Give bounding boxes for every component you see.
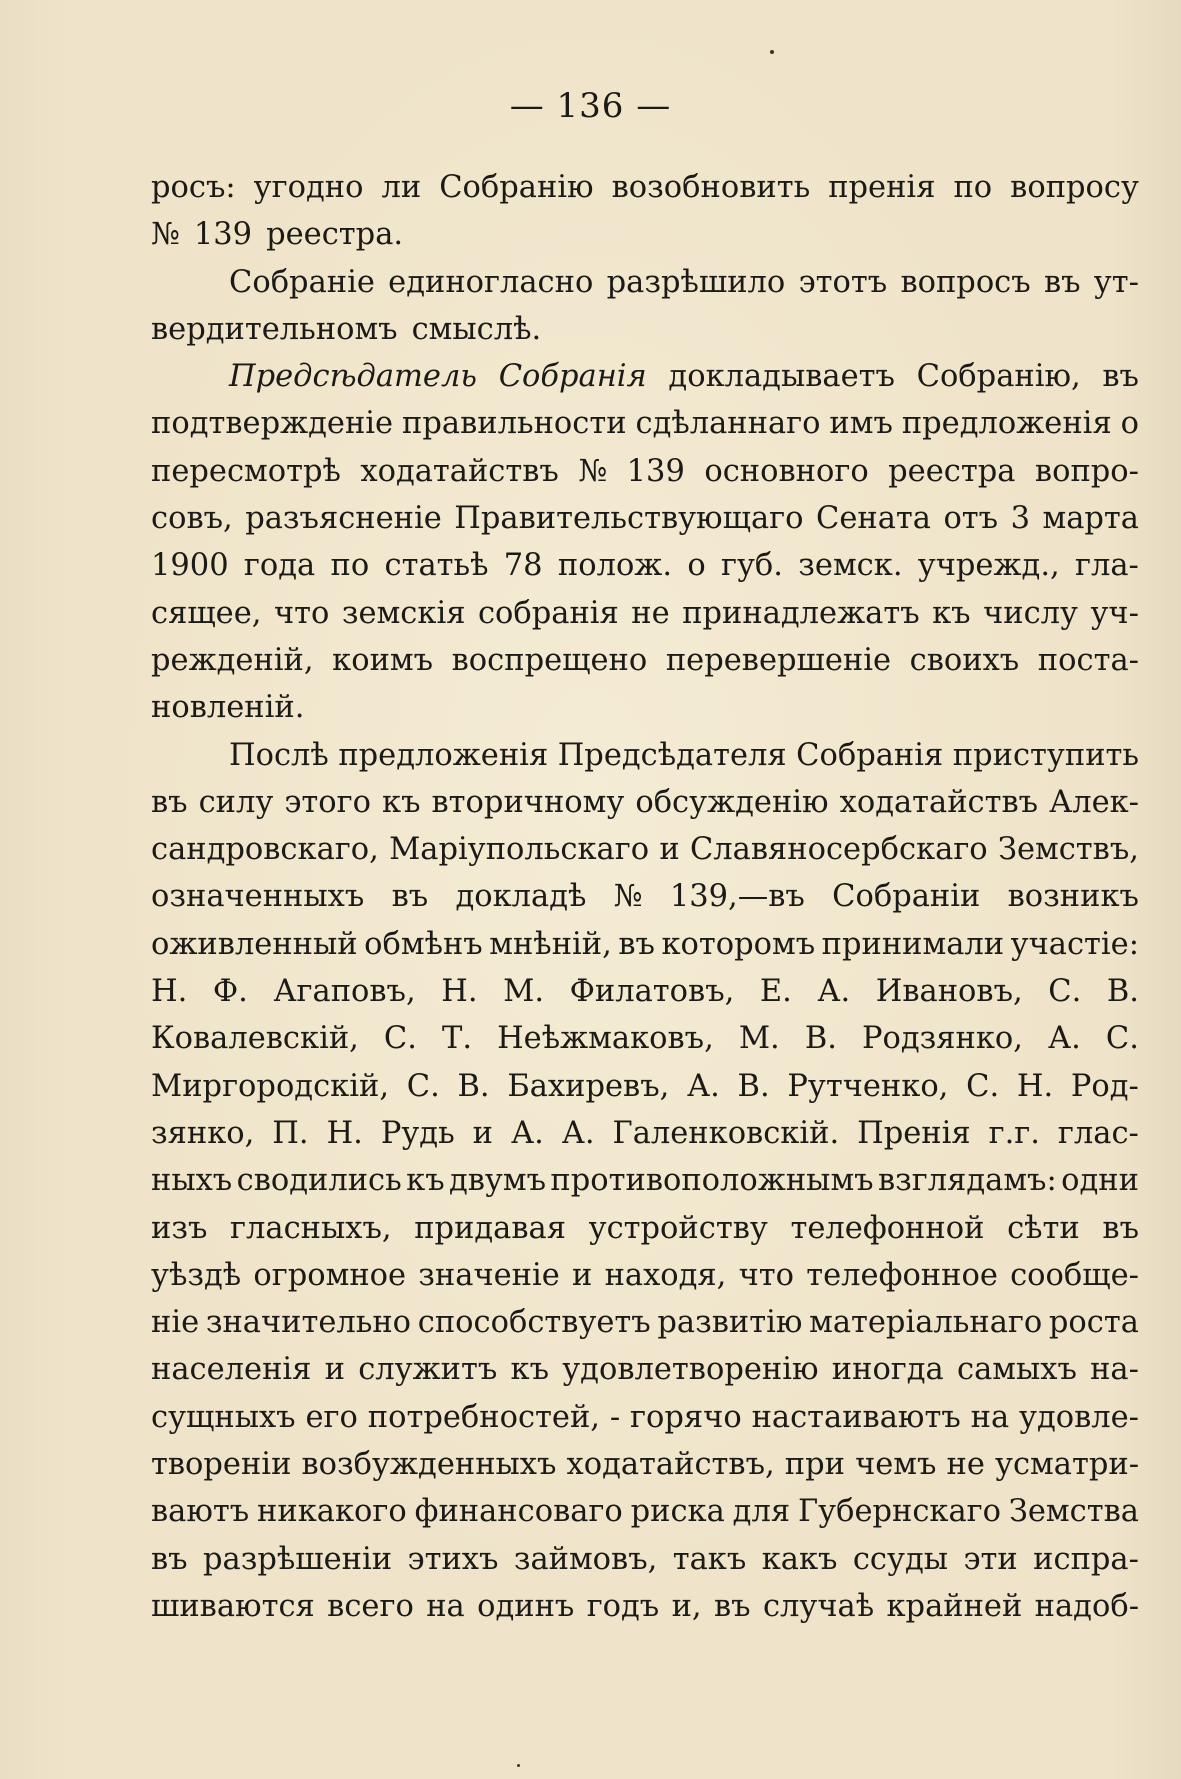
word: перевершеніе (665, 642, 892, 678)
word: гла- (1075, 548, 1139, 584)
word: которомъ (661, 926, 816, 962)
word: никакого (257, 1494, 407, 1530)
text-line (151, 1583, 1139, 1630)
word: твореніи (151, 1447, 292, 1483)
word: Славяносербскаго (689, 832, 988, 868)
word: В. (1106, 974, 1139, 1010)
word: эти (963, 1541, 1018, 1577)
word: Предсѣдатель (229, 359, 478, 395)
word: ходатайствъ (360, 453, 559, 489)
word: обмѣнъ (364, 926, 483, 962)
word: финансоваго (414, 1494, 623, 1530)
word: - (609, 1399, 621, 1435)
word: его (305, 1399, 358, 1435)
word: силу (198, 784, 274, 820)
word: Род- (1070, 1068, 1139, 1104)
word: Е. (759, 974, 792, 1010)
text-line (151, 164, 1139, 211)
word: уч- (1090, 595, 1139, 631)
word: № (613, 879, 643, 915)
word: А. (561, 1115, 595, 1151)
word: взглядамъ: (877, 1163, 1057, 1199)
word: Земства (1008, 1494, 1139, 1530)
word: В. (457, 1068, 490, 1104)
word: основного (704, 453, 869, 489)
word: для (732, 1494, 791, 1530)
word: ныхъ (151, 1163, 233, 1199)
text-line (151, 779, 1139, 826)
word: оживленный (151, 926, 358, 962)
word: Пренія (857, 1115, 971, 1151)
word: Собранію (439, 170, 594, 205)
word: при (784, 1447, 845, 1483)
word: 78 (503, 548, 543, 584)
word: Земствъ, (997, 832, 1139, 868)
word: этихъ (407, 1541, 499, 1577)
word: что (738, 1257, 794, 1293)
text-line (151, 1299, 1139, 1346)
word: губ. (721, 548, 783, 584)
word: пересмотрѣ (151, 453, 341, 489)
word: докладѣ (455, 879, 587, 915)
word: Правительствующаго (454, 501, 804, 537)
word: участіе: (1010, 926, 1139, 962)
word: населенія (151, 1352, 312, 1388)
word: находя, (604, 1257, 727, 1293)
word: ніе (151, 1305, 200, 1341)
word: въ (151, 784, 188, 820)
word: роста (1048, 1305, 1139, 1341)
word: С. (383, 1021, 417, 1057)
word: Рутченко, (787, 1068, 949, 1104)
word: статьѣ (384, 548, 489, 584)
word: двумъ (448, 1163, 547, 1199)
word: сящее, (151, 595, 262, 631)
word: значительно (205, 1305, 412, 1341)
text-line (151, 259, 1139, 306)
word: принимали (821, 926, 1005, 962)
word: 3 (1010, 501, 1030, 537)
word: правильности (402, 406, 627, 442)
word: С. (1048, 974, 1082, 1010)
word: и (659, 832, 680, 868)
text-line (151, 1536, 1139, 1583)
word: горячо (630, 1399, 742, 1435)
word: въ (714, 1588, 751, 1624)
word: Н. (441, 974, 478, 1010)
word: земскія (341, 595, 466, 631)
word: зянко, (151, 1115, 255, 1151)
word: вопро- (1034, 453, 1139, 489)
word: совъ, (151, 501, 233, 537)
word: къ (932, 595, 971, 631)
word: С. (406, 1068, 440, 1104)
word: ваютъ (151, 1494, 250, 1530)
word: С. (966, 1068, 1000, 1104)
word: одинъ (477, 1588, 575, 1624)
word: отъ (943, 501, 999, 537)
text-line (151, 306, 1139, 353)
word: принадлежатъ (682, 595, 920, 631)
word: Послѣ (229, 737, 329, 773)
word: огромное (253, 1257, 407, 1293)
text-line (151, 1252, 1139, 1299)
word: Собранія (796, 737, 944, 773)
word: шиваются (151, 1588, 315, 1624)
word: г.г. (988, 1115, 1040, 1151)
word: учрежд., (917, 548, 1060, 584)
word: Маріупольскаго (389, 832, 650, 868)
word: С. (1105, 1021, 1139, 1057)
word: разрѣшило (606, 264, 786, 300)
word: и (472, 1115, 493, 1151)
word: удовле- (1019, 1399, 1139, 1435)
word: уѣздѣ (151, 1257, 242, 1293)
word: 139 (193, 217, 253, 253)
word: въ (1102, 359, 1139, 395)
word: Губернскаго (797, 1494, 1002, 1530)
word: гласныхъ, (230, 1210, 392, 1246)
word: реестра (888, 453, 1016, 489)
word: къ (406, 1163, 445, 1199)
word: года (243, 548, 316, 584)
word: обсужденію (635, 784, 829, 820)
word: ссуды (852, 1541, 949, 1577)
word: служитъ (358, 1352, 498, 1388)
word: въ (391, 879, 429, 915)
word: этотъ (798, 264, 888, 300)
text-line (151, 1015, 1139, 1062)
word: Бахиревъ, (507, 1068, 670, 1104)
word: Родзянко, (861, 1021, 1023, 1057)
word: марта (1042, 501, 1139, 537)
word: возбужденныхъ (301, 1447, 557, 1483)
word: ли (381, 170, 422, 205)
word: сандровскаго, (151, 832, 379, 868)
word: значеніе (418, 1257, 560, 1293)
word: самыхъ (956, 1352, 1077, 1388)
word: воспрещено (451, 642, 648, 678)
body-text (151, 164, 1139, 1630)
word: собранія (477, 595, 619, 631)
word: надоб- (1034, 1588, 1139, 1624)
word: телефонное (806, 1257, 998, 1293)
word: земск. (798, 548, 903, 584)
word: Н. (151, 974, 188, 1010)
text-line (151, 684, 1139, 731)
word: годъ (586, 1588, 660, 1624)
word: предложенія (901, 406, 1112, 442)
word: 139 (626, 453, 685, 489)
word: сводились (236, 1163, 402, 1199)
word: Предсѣдателя (557, 737, 787, 773)
word: матеріальнаго (809, 1305, 1043, 1341)
word: Филатовъ, (569, 974, 735, 1010)
word: реестра. (266, 217, 404, 253)
text-line (151, 873, 1139, 920)
word: смыслѣ. (411, 311, 542, 347)
word: сущныхъ (151, 1399, 296, 1435)
text-line (151, 732, 1139, 779)
word: разъясненіе (245, 501, 442, 537)
word: вопросъ (900, 264, 1031, 300)
word: испра- (1033, 1541, 1139, 1577)
word: этого (284, 784, 372, 820)
word: Рудь (380, 1115, 455, 1151)
word: на (426, 1588, 465, 1624)
word: своихъ (909, 642, 1020, 678)
text-line (151, 1488, 1139, 1535)
text-line (151, 353, 1139, 400)
text-line (151, 542, 1139, 589)
word: 139,—въ (669, 879, 805, 915)
text-line (151, 495, 1139, 542)
word: Ф. (212, 974, 248, 1010)
word: № (578, 453, 608, 489)
ink-speck (517, 1764, 520, 1767)
word: разрѣшеніи (203, 1541, 393, 1577)
word: возникъ (1007, 879, 1139, 915)
text-line (151, 1157, 1139, 1204)
word: М. (738, 1021, 780, 1057)
word: числу (983, 595, 1078, 631)
word: въ (618, 926, 655, 962)
text-line (151, 1063, 1139, 1110)
word: Собранію, (916, 359, 1081, 395)
word: случаѣ (762, 1588, 875, 1624)
word: по (330, 548, 370, 584)
word: М. (503, 974, 545, 1010)
word: въ (151, 1541, 188, 1577)
word: В. (737, 1068, 770, 1104)
word: на- (1090, 1352, 1139, 1388)
word: единогласно (388, 264, 594, 300)
word: глас- (1057, 1115, 1139, 1151)
word: имъ (829, 406, 893, 442)
word: придавая (414, 1210, 566, 1246)
word: Миргородскій, (151, 1068, 390, 1104)
word: въ (1043, 264, 1081, 300)
word: вопросу (1010, 170, 1139, 205)
word: что (273, 595, 330, 631)
word: такъ (672, 1541, 747, 1577)
text-line (151, 1205, 1139, 1252)
word: В. (804, 1021, 837, 1057)
word: новленій. (151, 690, 305, 726)
word: всего (327, 1588, 414, 1624)
text-line (151, 1346, 1139, 1393)
word: Собранія (498, 359, 647, 395)
word: чемъ (855, 1447, 937, 1483)
word: противоположнымъ (550, 1163, 874, 1199)
word: № (151, 217, 180, 253)
word: ут- (1093, 264, 1139, 300)
word: возобновить (611, 170, 811, 205)
word: Н. (326, 1115, 363, 1151)
word: Собраніи (832, 879, 981, 915)
word: сдѣланнаго (635, 406, 821, 442)
word: А. (687, 1068, 720, 1104)
word: къ (382, 784, 421, 820)
word: не (946, 1447, 985, 1483)
word: мнѣній, (489, 926, 612, 962)
word: ходатайствъ, (566, 1447, 775, 1483)
word: Ивановъ, (875, 974, 1023, 1010)
word: займовъ, (513, 1541, 658, 1577)
word: приступить (952, 737, 1139, 773)
word: на (970, 1399, 1010, 1435)
word: поста- (1037, 642, 1139, 678)
word: по (953, 170, 993, 205)
word: вторичному (431, 784, 625, 820)
word: Агаповъ, (273, 974, 416, 1010)
word: къ (510, 1352, 549, 1388)
word: подтвержденіе (151, 406, 394, 442)
word: Неѣжмаковъ, (497, 1021, 714, 1057)
word: росъ: (151, 170, 236, 205)
word: угодно (253, 170, 364, 205)
word: полож. (557, 548, 673, 584)
word: какъ (761, 1541, 838, 1577)
word: Алек- (1049, 784, 1139, 820)
word: Ковалевскій, (151, 1021, 359, 1057)
word: о (1120, 406, 1139, 442)
word: изъ (151, 1210, 208, 1246)
word: риска (630, 1494, 725, 1530)
word: А. (817, 974, 851, 1010)
word: Собраніе (229, 264, 375, 300)
word: вердительномъ (151, 311, 398, 347)
word: настаиваютъ (751, 1399, 961, 1435)
word: и, (671, 1588, 702, 1624)
text-line (151, 400, 1139, 447)
word: телефонной (790, 1210, 985, 1246)
text-line (151, 590, 1139, 637)
word: сообще- (1010, 1257, 1139, 1293)
word: предложенія (338, 737, 549, 773)
word: докладываетъ (668, 359, 895, 395)
word: А. (510, 1115, 544, 1151)
word: ходатайствъ (839, 784, 1039, 820)
word: одни (1061, 1163, 1139, 1199)
word: А. (1048, 1021, 1081, 1057)
word: усматри- (995, 1447, 1139, 1483)
word: Сената (815, 501, 931, 537)
word: пренія (828, 170, 936, 205)
word: сѣти (1007, 1210, 1080, 1246)
word: означенныхъ (151, 879, 365, 915)
word: коимъ (332, 642, 434, 678)
word: потребностей, (367, 1399, 600, 1435)
text-line (151, 968, 1139, 1015)
ink-speck (770, 50, 774, 54)
word: не (631, 595, 670, 631)
word: 1900 (151, 548, 229, 584)
word: крайней (886, 1588, 1023, 1624)
text-line (151, 211, 1139, 258)
text-line (151, 448, 1139, 495)
text-line (151, 921, 1139, 968)
word: режденій, (151, 642, 314, 678)
word: удовлетворенію (562, 1352, 819, 1388)
word: развитію (657, 1305, 803, 1341)
word: иногда (831, 1352, 944, 1388)
word: П. (272, 1115, 309, 1151)
text-line (151, 826, 1139, 873)
word: о (687, 548, 706, 584)
text-line (151, 637, 1139, 684)
word: и (572, 1257, 593, 1293)
word: способствуетъ (417, 1305, 651, 1341)
text-line (151, 1441, 1139, 1488)
page-number: — 136 — (509, 86, 672, 126)
word: устройству (588, 1210, 768, 1246)
word: Т. (441, 1021, 473, 1057)
word: въ (1102, 1210, 1139, 1246)
word: Н. (1016, 1068, 1054, 1104)
word: Галенковскій. (612, 1115, 840, 1151)
word: и (324, 1352, 345, 1388)
text-line (151, 1394, 1139, 1441)
text-line (151, 1110, 1139, 1157)
